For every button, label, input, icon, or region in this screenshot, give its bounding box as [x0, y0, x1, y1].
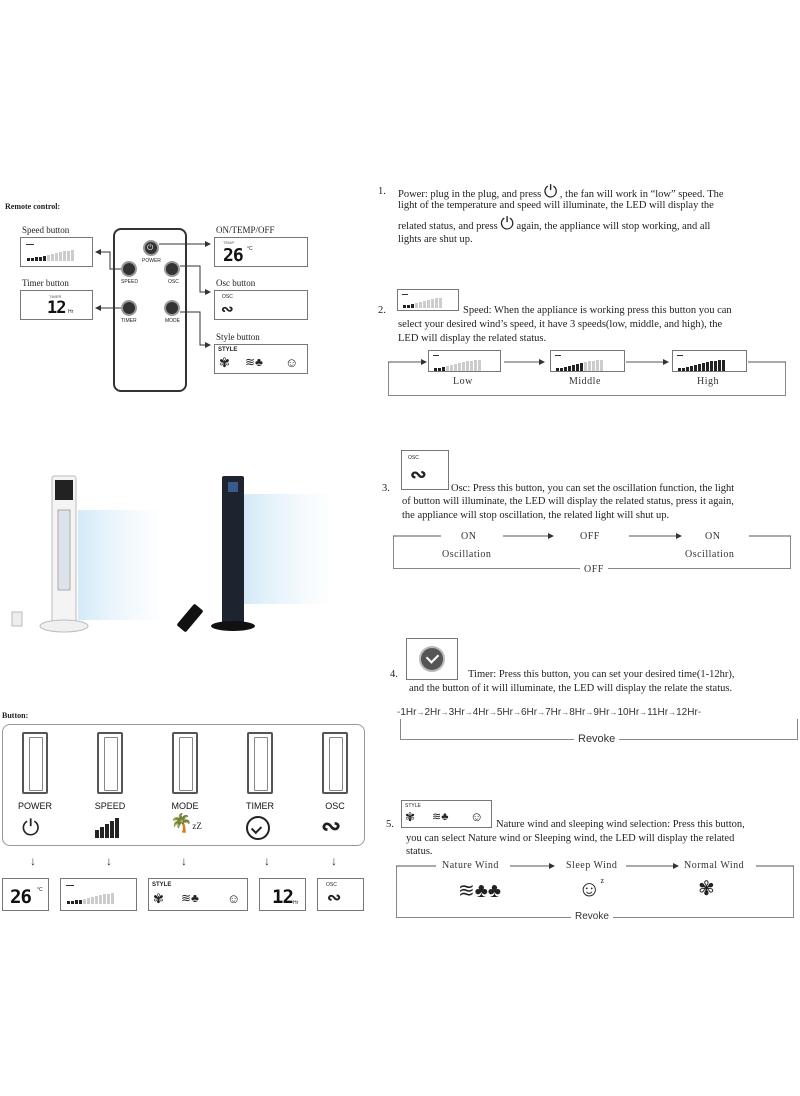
timer-button-label: Timer button [22, 278, 69, 288]
osc-lcd: OSC ∾ [214, 290, 308, 320]
timer-text-line2: and the button of it will illuminate, the LED will display the relate the status. [409, 683, 733, 694]
speed-panel [97, 732, 123, 794]
timer-hour: 2Hr [424, 706, 441, 718]
timer-hour: 12Hr [676, 706, 698, 718]
timer-hours-row: - 1Hr → 2Hr → 3Hr → 4Hr → 5Hr → 6Hr → 7Hr → 8Hr → 9Hr → 10Hr → 11Hr → 12Hr - [397, 705, 800, 719]
arrow-down: ↓ [30, 854, 36, 868]
speed-text-line1: Speed: When the appliance is working press this button you can [463, 305, 732, 316]
osc-panel [322, 732, 348, 794]
speed-middle-label: Middle [569, 376, 601, 387]
speed-text-line2: select your desired wind’s speed, it have 3 speeds(low, middle, and high), the [398, 319, 723, 330]
nature-wind-icon: ≋♣ [245, 355, 263, 369]
style-text-line2: you can select Nature wind or Sleeping wind, the LED will display the related [406, 833, 735, 844]
osc-off-2: OFF [580, 564, 608, 575]
speed-text-line3: LED will display the related status. [398, 333, 547, 344]
fan-icon: ✾ [153, 891, 164, 906]
sleep-icon: ☺ [285, 355, 299, 370]
power-number: 1. [378, 186, 386, 197]
speed-bars-icon[interactable] [95, 818, 120, 838]
osc-text-line2: of button will illuminate, the LED will display the related status, press it again, [402, 496, 734, 507]
style-text-line3: status. [406, 846, 433, 857]
timer-revoke: Revoke [574, 733, 619, 745]
timer-hour: 8Hr [569, 706, 586, 718]
panel-timer-lcd: 12 Hr [259, 878, 306, 911]
power-text-line1: Power: plug in the plug, and press ⏻ , the fan will work in “low” speed. The [398, 182, 724, 201]
temp-lcd: TEMP 26 °C [214, 237, 308, 267]
speed-number: 2. [378, 305, 386, 316]
timer-hour: 4Hr [472, 706, 489, 718]
sleep-icon: ☺ [470, 809, 484, 824]
power-text-line4: lights are shut up. [398, 234, 473, 245]
speed-low-label: Low [453, 376, 473, 387]
style-text-line1: Nature wind and sleeping wind selection: Press this button, [496, 819, 745, 830]
osc-lcd-small: OSC ∾ [401, 450, 449, 490]
speed-high-lcd [672, 350, 747, 372]
nature-wind-icon: ≋♣ [181, 891, 199, 905]
speed-lcd-small [397, 289, 459, 311]
mode-panel [172, 732, 198, 794]
timer-name: TIMER [246, 801, 274, 811]
timer-hour: 7Hr [545, 706, 562, 718]
osc-number: 3. [382, 483, 390, 494]
style-sleep-label: Sleep Wind [566, 860, 618, 871]
timer-number: 4. [390, 669, 398, 680]
osc-wave-icon[interactable]: ∾ [321, 814, 342, 840]
power-text-line3: related status, and press ⏻ again, the appliance will stop working, and all [398, 214, 711, 233]
osc-text-line3: the appliance will stop oscillation, the related light will shut up. [402, 510, 670, 521]
panel-temp-lcd: 26 °C [2, 878, 49, 911]
panel-osc-lcd: OSC ∾ [317, 878, 364, 911]
osc-oscillation-2: Oscillation [685, 549, 735, 560]
speed-low-lcd [428, 350, 501, 372]
remote-arrows [0, 0, 220, 400]
osc-icon: ∾ [410, 464, 427, 486]
speed-high-label: High [697, 376, 719, 387]
fan-photos [0, 470, 330, 640]
timer-button-icon-box [406, 638, 458, 680]
style-nature-label: Nature Wind [442, 860, 499, 871]
osc-on-1: ON [461, 531, 477, 542]
panel-style-lcd: STYLE ✾ ≋♣ ☺ [148, 878, 248, 911]
style-number: 5. [386, 819, 394, 830]
osc-oscillation-1: Oscillation [442, 549, 492, 560]
style-normal-label: Normal Wind [684, 860, 745, 871]
speed-middle-lcd [550, 350, 625, 372]
timer-text-line1: Timer: Press this button, you can set your desired time(1-12hr), [468, 669, 735, 680]
timer-hour: 10Hr [617, 706, 640, 718]
style-revoke: Revoke [571, 911, 613, 922]
power-name: POWER [17, 801, 52, 811]
speed-name: SPEED [94, 801, 126, 811]
style-lcd-small: STYLE ✾ ≋♣ ☺ [401, 800, 492, 828]
osc-off-1: OFF [580, 531, 600, 542]
sleep-face-icon: ☺$^z$ [578, 876, 605, 901]
speed-button-label: Speed button [22, 225, 70, 235]
timer-lcd: TIMER 12 Hr [20, 290, 93, 320]
timer-hour: 5Hr [496, 706, 513, 718]
power-icon: ⏻ [543, 182, 558, 201]
osc-button-label: Osc button [216, 278, 256, 288]
mode-icon[interactable]: 🌴zZ [170, 813, 202, 833]
sleep-icon: ☺ [227, 891, 241, 906]
arrow-down: ↓ [181, 854, 187, 868]
osc-name: OSC [325, 801, 345, 811]
fan-icon: ✾ [219, 355, 230, 370]
mode-name: MODE [171, 801, 199, 811]
osc-icon: ∾ [327, 888, 342, 907]
style-lcd: STYLE ✾ ≋♣ ☺ [214, 344, 308, 374]
remote-heading: Remote control: [5, 202, 61, 211]
timer-hour: 11Hr [647, 706, 669, 718]
arrow-down: ↓ [264, 854, 270, 868]
timer-panel [247, 732, 273, 794]
osc-on-2: ON [705, 531, 721, 542]
power-icon[interactable]: ⏻ [22, 815, 40, 840]
osc-icon: ∾ [221, 302, 234, 318]
style-button-label: Style button [216, 332, 260, 342]
fan-icon: ✾ [405, 810, 416, 824]
panel-speed-lcd [60, 878, 137, 911]
timer-hour: 9Hr [593, 706, 610, 718]
timer-hour: 1Hr [400, 706, 417, 718]
ontemp-label: ON/TEMP/OFF [216, 225, 275, 235]
power-panel [22, 732, 48, 794]
timer-hour: 6Hr [520, 706, 538, 718]
nature-wind-icon: ≋♣♣ [458, 880, 502, 902]
arrow-down: ↓ [106, 854, 112, 868]
power-icon: ⏻ [500, 214, 514, 233]
power-text-line2: light of the temperature and speed will illuminate, the LED will display the [398, 200, 714, 211]
button-heading: Button: [2, 711, 29, 720]
osc-text-line1: Osc: Press this button, you can set the oscillation function, the light [451, 483, 735, 494]
normal-wind-fan-icon: ✾ [698, 878, 715, 900]
timer-hour: 3Hr [448, 706, 465, 718]
nature-wind-icon: ≋♣ [432, 811, 449, 823]
arrow-down: ↓ [331, 854, 337, 868]
